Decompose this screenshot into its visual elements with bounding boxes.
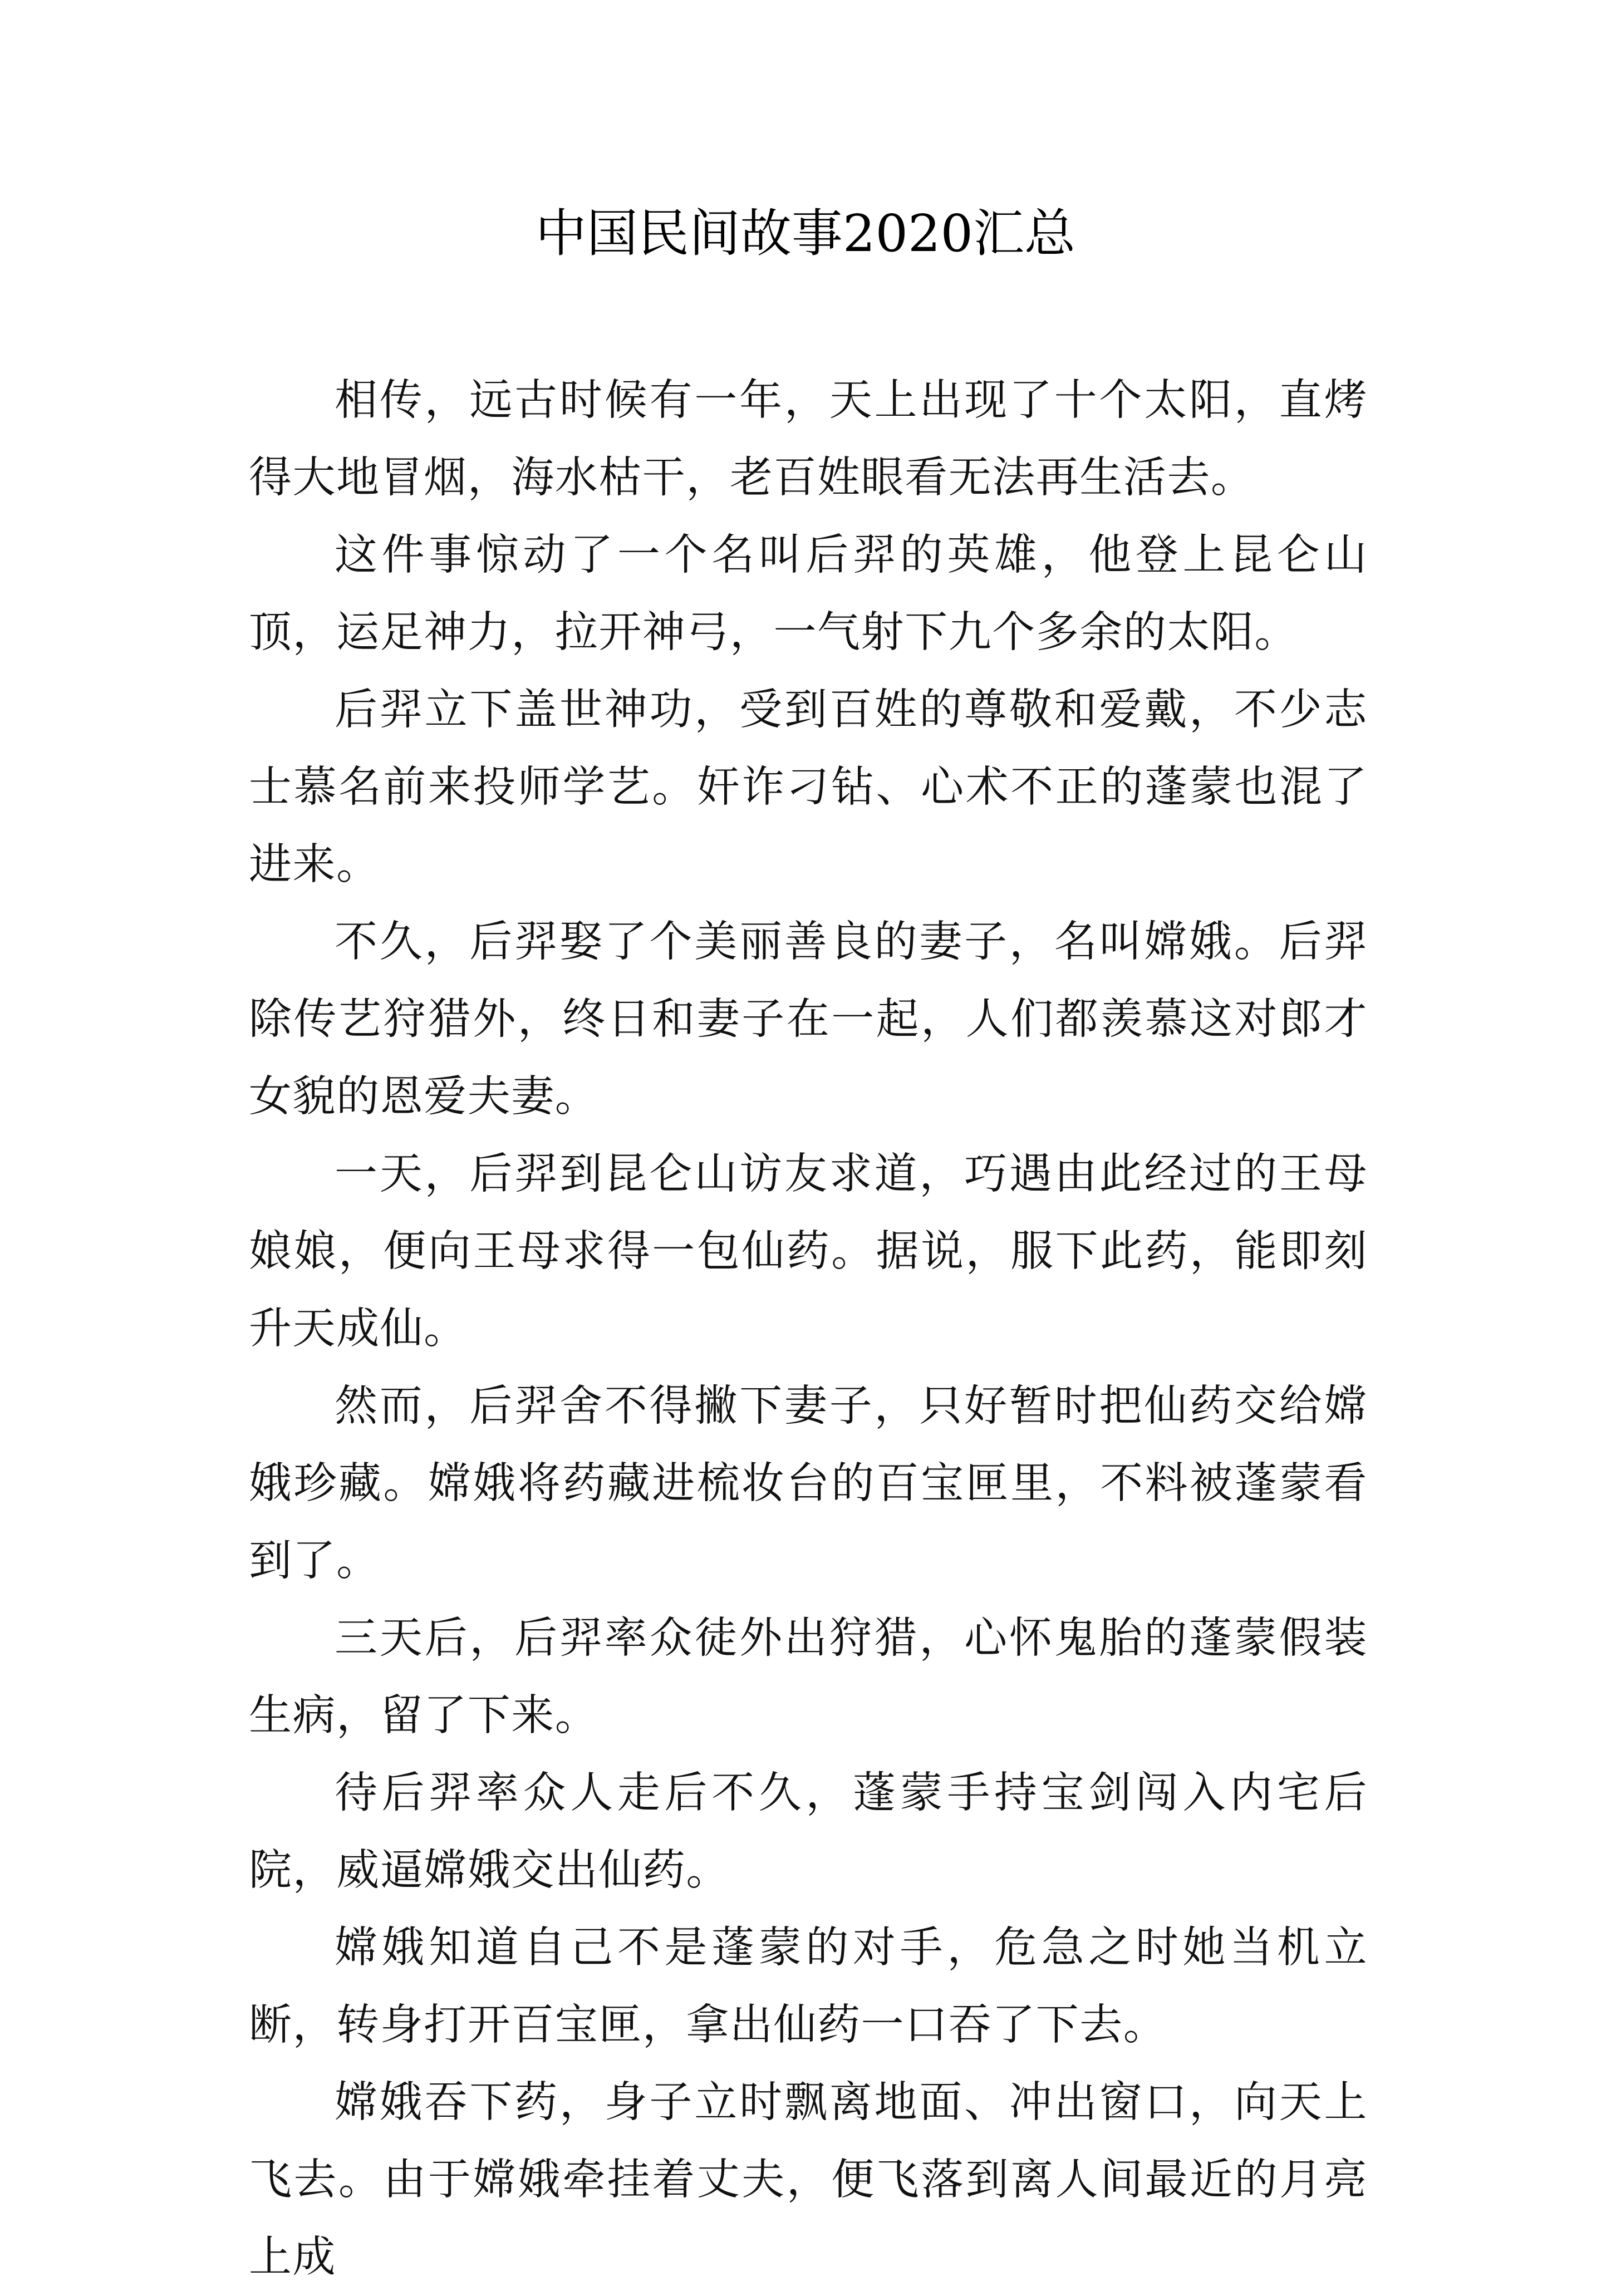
paragraph: 然而，后羿舍不得撇下妻子，只好暂时把仙药交给嫦娥珍藏。嫦娥将药藏进梳妆台的百宝匣里，不料被蓬蒙看到了。 [249, 1381, 1368, 1586]
paragraph: 嫦娥知道自己不是蓬蒙的对手，危急之时她当机立断，转身打开百宝匣，拿出仙药一口吞了下去。 [249, 1923, 1368, 2050]
paragraph: 嫦娥吞下药，身子立时飘离地面、冲出窗口，向天上飞去。由于嫦娥牵挂着丈夫，便飞落到离人间最近的月亮上成 [249, 2078, 1368, 2282]
paragraph: 一天，后羿到昆仑山访友求道，巧遇由此经过的王母娘娘，便向王母求得一包仙药。据说，服下此药，能即刻升天成仙。 [249, 1149, 1368, 1354]
paragraph: 三天后，后羿率众徒外出狩猎，心怀鬼胎的蓬蒙假装生病，留了下来。 [249, 1614, 1368, 1741]
paragraph: 后羿立下盖世神功，受到百姓的尊敬和爱戴，不少志士慕名前来投师学艺。奸诈刁钻、心术不正的蓬蒙也混了进来。 [249, 685, 1368, 889]
document-body [249, 362, 1368, 2296]
paragraph: 不久，后羿娶了个美丽善良的妻子，名叫嫦娥。后羿除传艺狩猎外，终日和妻子在一起，人们都羡慕这对郎才女貌的恩爱夫妻。 [249, 917, 1368, 1122]
document-title: 中国民间故事2020汇总 [535, 204, 1076, 263]
paragraph: 这件事惊动了一个名叫后羿的英雄，他登上昆仑山顶，运足神力，拉开神弓，一气射下九个多余的太阳。 [249, 530, 1368, 657]
paragraph: 待后羿率众人走后不久，蓬蒙手持宝剑闯入内宅后院，威逼嫦娥交出仙药。 [249, 1768, 1368, 1895]
paragraph: 相传，远古时候有一年，天上出现了十个太阳，直烤得大地冒烟，海水枯干，老百姓眼看无法再生活去。 [249, 376, 1368, 503]
